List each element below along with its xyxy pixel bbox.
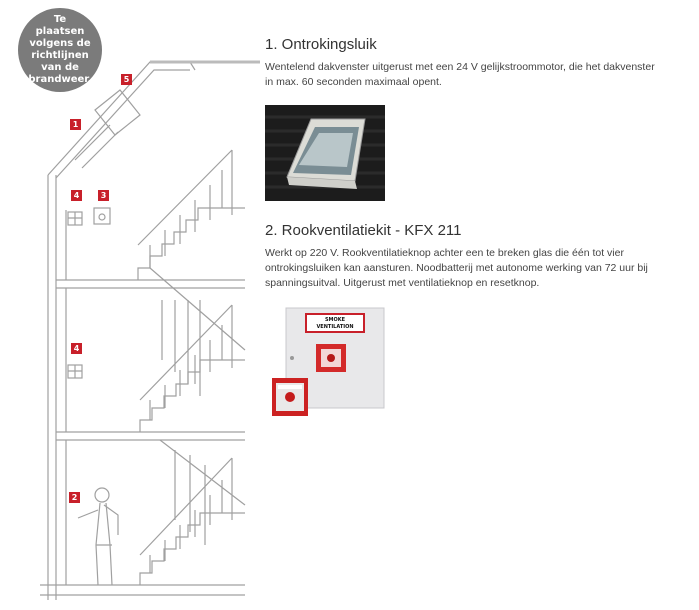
section1-title: 1. Ontrokingsluik	[265, 36, 377, 53]
marker-3: 3	[98, 190, 109, 201]
section2-text: Werkt op 220 V. Rookventilatieknop achter een te breken glas die één tot vier ontrokingsluiken kan aansturen. Noodbatterij met autonome werking van 72 uur bij spanningsuitval. Uitgerust met ventilatieknop en resetknop.	[265, 247, 648, 289]
marker-2: 2	[69, 492, 80, 503]
marker-4-upper: 4	[71, 190, 82, 201]
marker-5: 5	[121, 74, 132, 85]
marker-1: 1	[70, 119, 81, 130]
panel-label-line1: SMOKE	[324, 317, 346, 323]
fire-brigade-badge	[18, 8, 102, 92]
section1-text: Wentelend dakvenster uitgerust met een 24 V gelijkstroommotor, die het dakvenster in max. 60 seconden maximaal opent.	[265, 61, 655, 88]
badge-text: Te plaatsen volgens de richtlijnen van de brandweer.	[28, 14, 92, 85]
smoke-ventilation-kit-photo	[270, 300, 390, 428]
section2-title: 2. Rookventilatiekit - KFX 211	[265, 222, 462, 239]
panel-label-line2: VENTILATION	[316, 324, 354, 330]
marker-4-lower: 4	[71, 343, 82, 354]
stairwell-illustration	[0, 0, 260, 610]
roof-window-photo	[265, 105, 385, 201]
